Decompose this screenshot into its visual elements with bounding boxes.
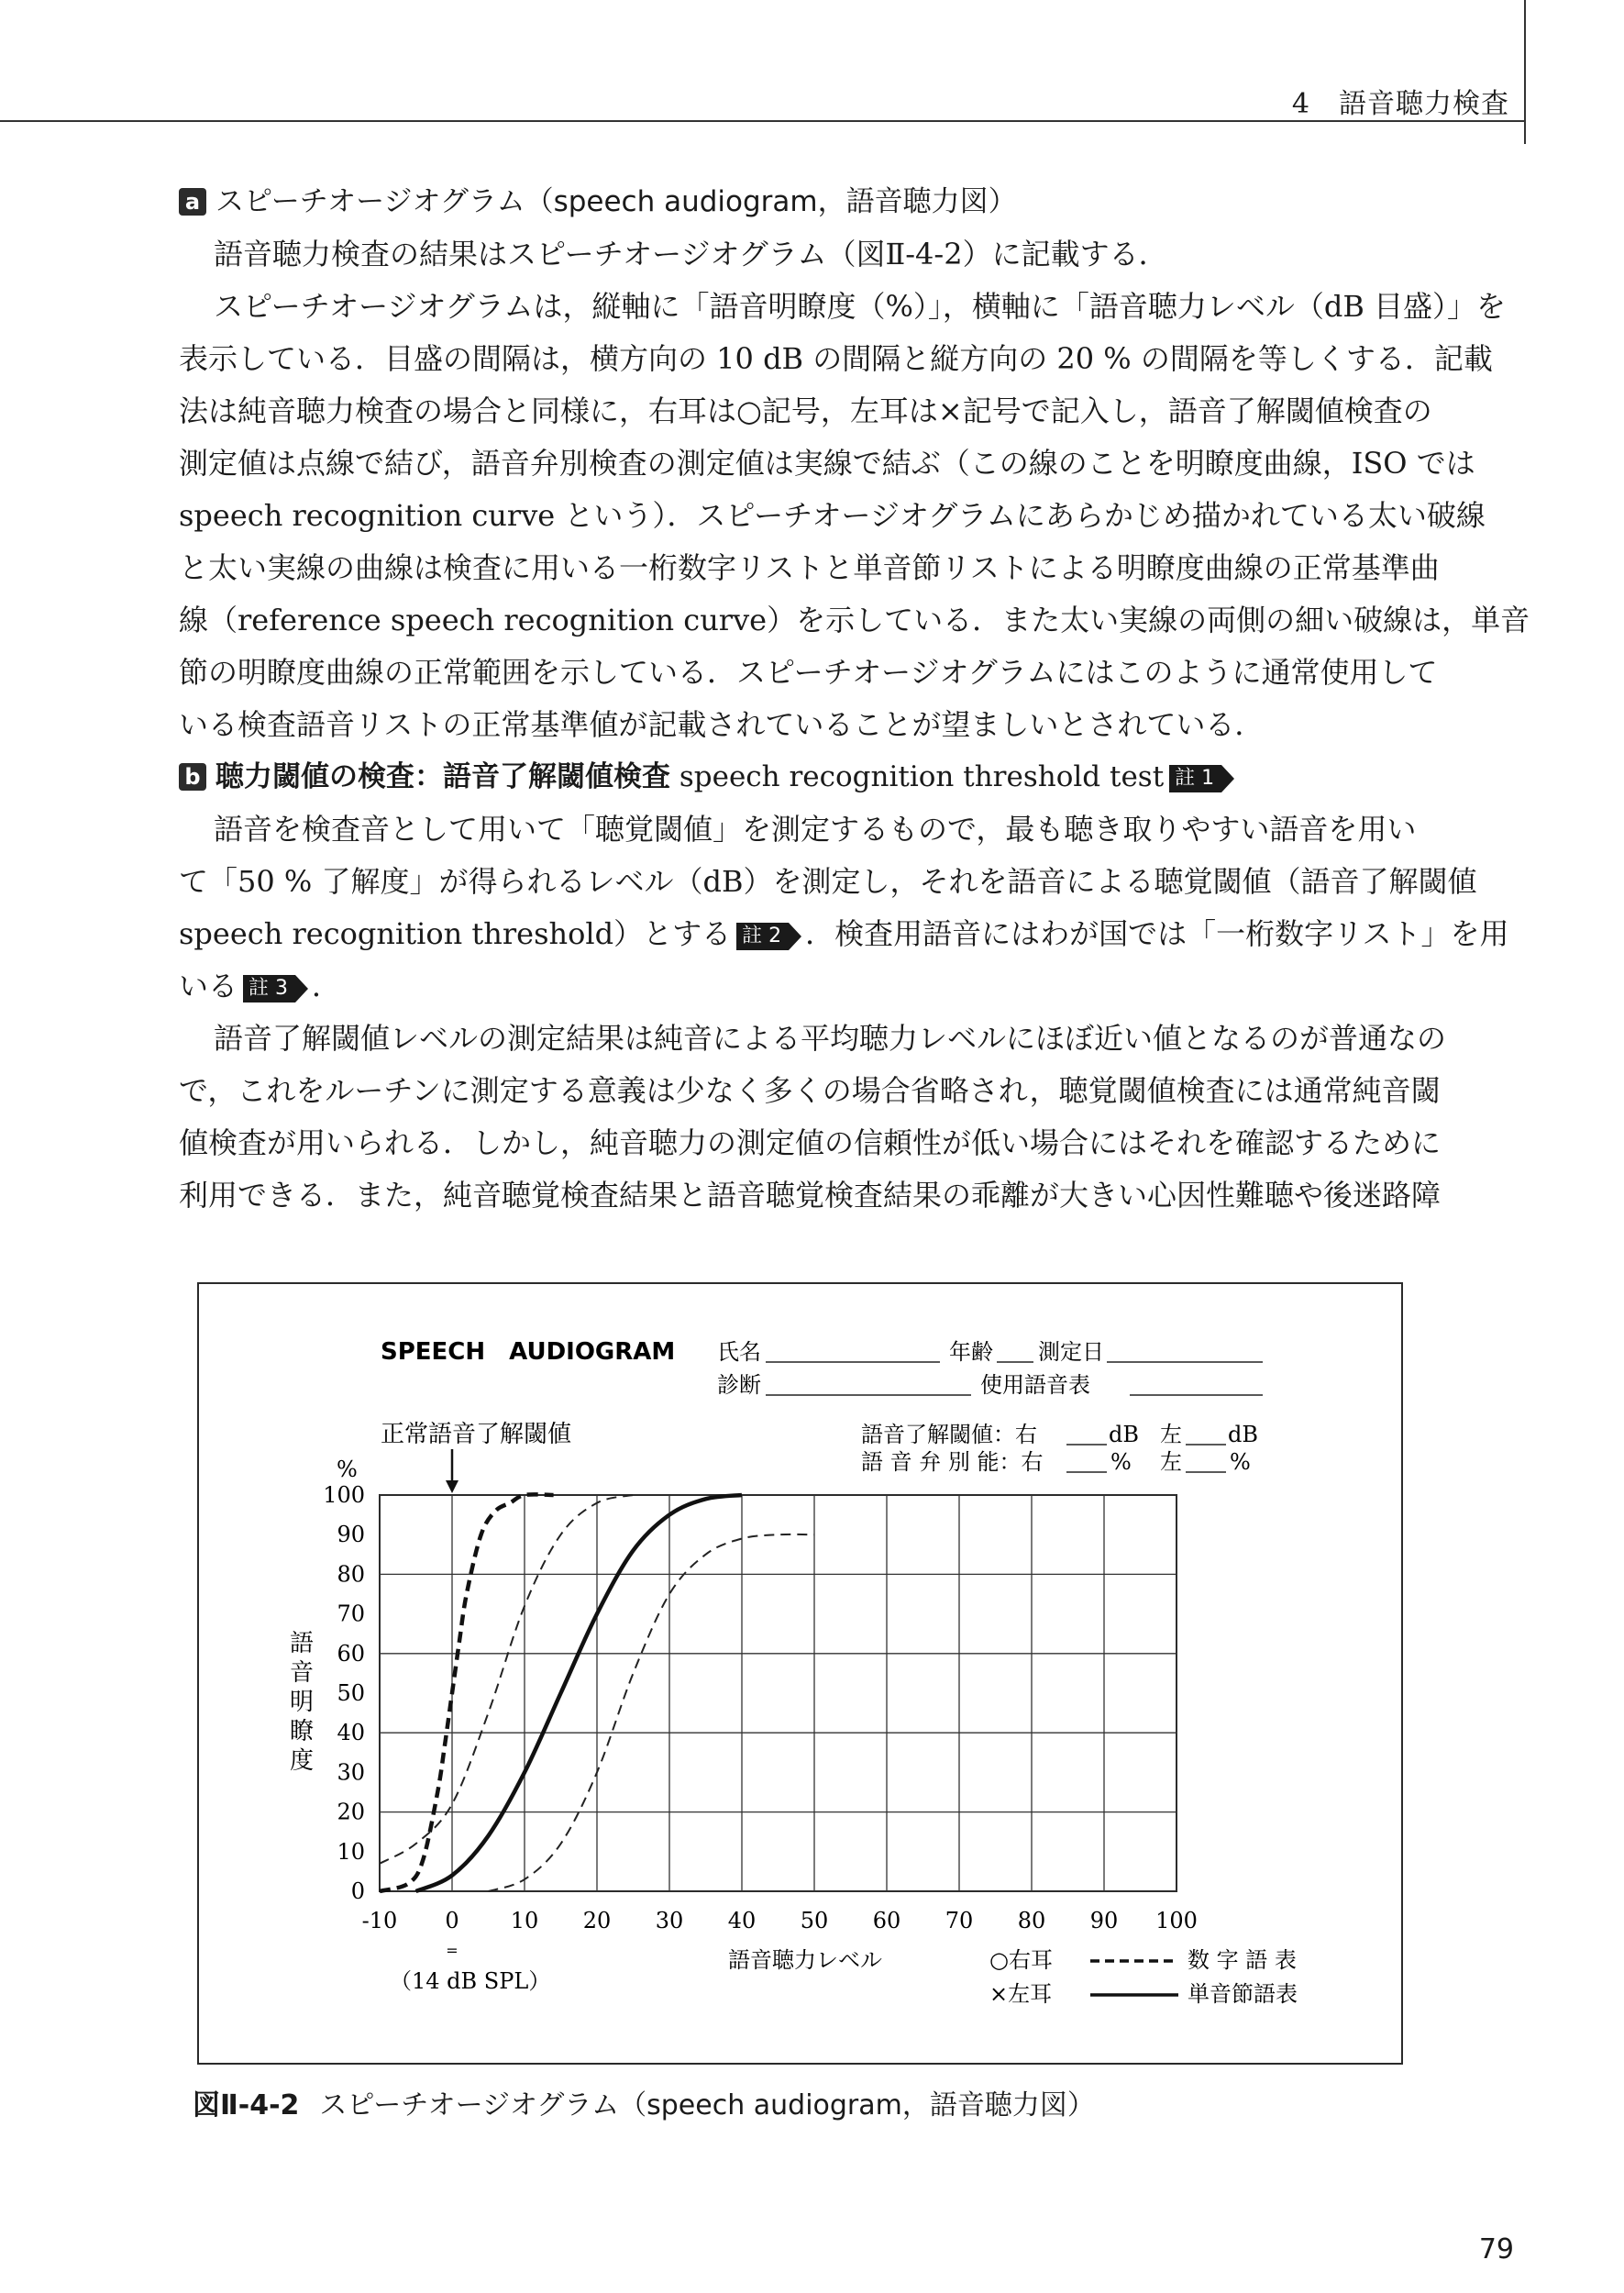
paragraph-line: 利用できる．また，純音聴覚検査結果と語音聴覚検査結果の乖離が大きい心因性難聴や後迷路障 xyxy=(179,1178,1442,1213)
note-2-tag[interactable]: 註 2 xyxy=(736,923,789,950)
age-label: 年齢 xyxy=(949,1339,993,1365)
figure-caption xyxy=(193,2082,1095,2122)
chart-grid xyxy=(380,1495,1177,1891)
x-tick-labels xyxy=(362,1908,1198,1933)
y-tick-label: 100 xyxy=(323,1482,365,1508)
normal-srt-annotation: 正常語音了解閾値 xyxy=(381,1421,572,1448)
legend-left-ear: ×左耳 xyxy=(989,1981,1053,2007)
figure-frame xyxy=(197,1282,1403,2065)
date-label: 測定日 xyxy=(1038,1339,1104,1365)
paragraph-line: いる検査語音リストの正常基準値が記載されていることが望ましいとされている． xyxy=(179,707,1265,742)
section-b-title-en: speech recognition threshold test xyxy=(670,760,1165,793)
paragraph-line: て「50 % 了解度」が得られるレベル（dB）を測定し，それを語音による聴覚閾値（語音了解閾値 xyxy=(179,864,1477,899)
speech-audiogram-chart xyxy=(199,1284,1401,2063)
page-number: 79 xyxy=(1478,2233,1514,2265)
srt-left-label: 左 xyxy=(1160,1422,1182,1447)
y-axis-label xyxy=(290,1630,314,1775)
paragraph-line: スピーチオージオグラムは，縦軸に「語音明瞭度（%）」，横軸に「語音聴力レベル（dB 目盛）」を xyxy=(214,289,1507,324)
x-tick-label: 0 xyxy=(445,1908,459,1933)
y-tick-label: 30 xyxy=(337,1759,365,1786)
x-tick-label: 80 xyxy=(1017,1908,1046,1933)
y-axis-label-char: 瞭 xyxy=(289,1718,315,1745)
paragraph-line: 語音聴力検査の結果はスピーチオージオグラム（図Ⅱ-4-2）に記載する． xyxy=(214,237,1168,271)
y-tick-label: 0 xyxy=(350,1878,365,1904)
y-tick-label: 50 xyxy=(337,1680,365,1706)
y-axis-label-char: 語 xyxy=(289,1630,315,1657)
srt-unit-left: dB xyxy=(1228,1422,1258,1447)
paragraph-line: で，これをルーチンに測定する意義は少なく多くの場合省略され，聴覚閾値検査には通常純音閾 xyxy=(179,1073,1441,1108)
paragraph-line: 語音を検査音として用いて「聴覚閾値」を測定するもので，最も聴き取りやすい語音を用い xyxy=(214,812,1417,847)
y-tick-label: 10 xyxy=(337,1838,365,1865)
x-tick-label: 30 xyxy=(655,1908,684,1933)
x-tick-label: 60 xyxy=(872,1908,901,1933)
form-title: SPEECH AUDIOGRAM xyxy=(381,1338,676,1366)
running-header: 4 語音聴力検査 xyxy=(1291,88,1509,120)
curve-thick-dashed-0 xyxy=(380,1494,554,1891)
srt-unit-right: dB xyxy=(1109,1422,1139,1447)
legend-right-ear: ○右耳 xyxy=(989,1947,1053,1973)
x-tick-label: -10 xyxy=(361,1908,398,1933)
x-tick-label: 100 xyxy=(1155,1908,1198,1933)
paragraph-line: 法は純音聴力検査の場合と同様に，右耳は○記号，左耳は×記号で記入し，語音了解閾値検査の xyxy=(179,393,1432,428)
caption-label: 図Ⅱ-4-2 xyxy=(193,2089,300,2121)
y-axis-label-char: 音 xyxy=(289,1659,315,1687)
x-axis-label: 語音聴力レベル xyxy=(728,1947,882,1973)
x-tick-label: 50 xyxy=(800,1908,829,1933)
y-tick-label: 80 xyxy=(337,1561,365,1588)
paragraph-line: 線（reference speech recognition curve）を示している．また太い実線の両側の細い破線は，単音 xyxy=(179,603,1530,637)
y-tick-label: 70 xyxy=(337,1601,365,1627)
plot-border xyxy=(380,1495,1177,1891)
y-tick-labels xyxy=(323,1482,365,1904)
zero-equivalence-mark: = xyxy=(446,1942,458,1959)
y-axis-label-char: 明 xyxy=(289,1689,315,1716)
x-tick-label: 70 xyxy=(945,1908,974,1933)
paragraph-line: と太い実線の曲線は検査に用いる一桁数字リストと単音節リストによる明瞭度曲線の正常基準曲 xyxy=(179,550,1440,585)
y-axis-label-char: 度 xyxy=(289,1747,315,1775)
legend-monosyllable-list: 単音節語表 xyxy=(1188,1981,1298,2007)
paragraph-text: speech recognition threshold）とする xyxy=(179,916,732,951)
paragraph-line: 値検査が用いられる．しかし，純音聴力の測定値の信頼性が低い場合にはそれを確認するために xyxy=(179,1125,1442,1160)
x-tick-label: 40 xyxy=(727,1908,757,1933)
paragraph-line: 測定値は点線で結び，語音弁別検査の測定値は実線で結ぶ（この線のことを明瞭度曲線，ISO では xyxy=(179,446,1475,481)
paragraph-text: ． xyxy=(312,969,342,1003)
paragraph-text: ．検査用語音にはわが国では「一桁数字リスト」を用 xyxy=(805,916,1509,951)
section-b-title: 聴力閾値の検査：語音了解閾値検査 xyxy=(215,760,670,793)
x-tick-label: 90 xyxy=(1089,1908,1119,1933)
y-tick-label: 90 xyxy=(337,1522,365,1548)
header-vertical-rule xyxy=(1524,0,1526,144)
paragraph-text: いる xyxy=(179,969,238,1003)
disc-left-label: 左 xyxy=(1160,1449,1182,1475)
disc-unit-right: % xyxy=(1110,1449,1132,1475)
x-tick-label: 20 xyxy=(582,1908,612,1933)
y-tick-label: 20 xyxy=(337,1799,365,1825)
paragraph-line: speech recognition curve という）．スピーチオージオグラムにあらかじめ描かれている太い破線 xyxy=(179,498,1486,533)
section-a-title: スピーチオージオグラム（speech audiogram，語音聴力図） xyxy=(215,185,1017,218)
wordlist-label: 使用語音表 xyxy=(980,1372,1090,1398)
paragraph-line: 語音了解閾値レベルの測定結果は純音による平均聴力レベルにほぼ近い値となるのが普通なの xyxy=(214,1021,1447,1056)
paragraph-line: 表示している．目盛の間隔は，横方向の 10 dB の間隔と縦方向の 20 % の間隔を等しくする．記載 xyxy=(179,341,1493,376)
annotation-arrow-head xyxy=(446,1480,458,1493)
section-b-heading xyxy=(179,751,1428,803)
note-1-tag[interactable]: 註 1 xyxy=(1169,765,1221,792)
diagnosis-label: 診断 xyxy=(717,1372,761,1398)
legend-digit-list: 数 字 語 表 xyxy=(1188,1947,1297,1973)
zero-equivalence-note: （14 dB SPL） xyxy=(390,1968,551,1994)
paragraph-line: 節の明瞭度曲線の正常範囲を示している．スピーチオージオグラムにはこのように通常使用して xyxy=(179,655,1438,690)
y-tick-label: 40 xyxy=(337,1720,365,1746)
paragraph-line xyxy=(179,960,1428,1013)
section-a-heading xyxy=(179,176,1428,228)
discrimination-label: 語 音 弁 別 能：右 xyxy=(861,1449,1044,1475)
y-unit-label: % xyxy=(337,1457,358,1482)
curve-thin-dashed-3 xyxy=(489,1534,815,1891)
body-text xyxy=(179,176,1530,1222)
x-tick-label: 10 xyxy=(510,1908,539,1933)
caption-text: スピーチオージオグラム（speech audiogram，語音聴力図） xyxy=(319,2089,1095,2121)
header-rule xyxy=(0,120,1526,122)
paragraph-line xyxy=(179,908,1509,960)
section-b-badge: b xyxy=(179,763,206,791)
srt-label: 語音了解閾値：右 xyxy=(861,1422,1037,1447)
name-label: 氏名 xyxy=(717,1339,761,1365)
section-a-badge: a xyxy=(179,188,206,216)
curve-thick-solid-1 xyxy=(416,1495,743,1891)
y-tick-label: 60 xyxy=(337,1640,365,1667)
disc-unit-left: % xyxy=(1230,1449,1251,1475)
note-3-tag[interactable]: 註 3 xyxy=(243,975,295,1002)
